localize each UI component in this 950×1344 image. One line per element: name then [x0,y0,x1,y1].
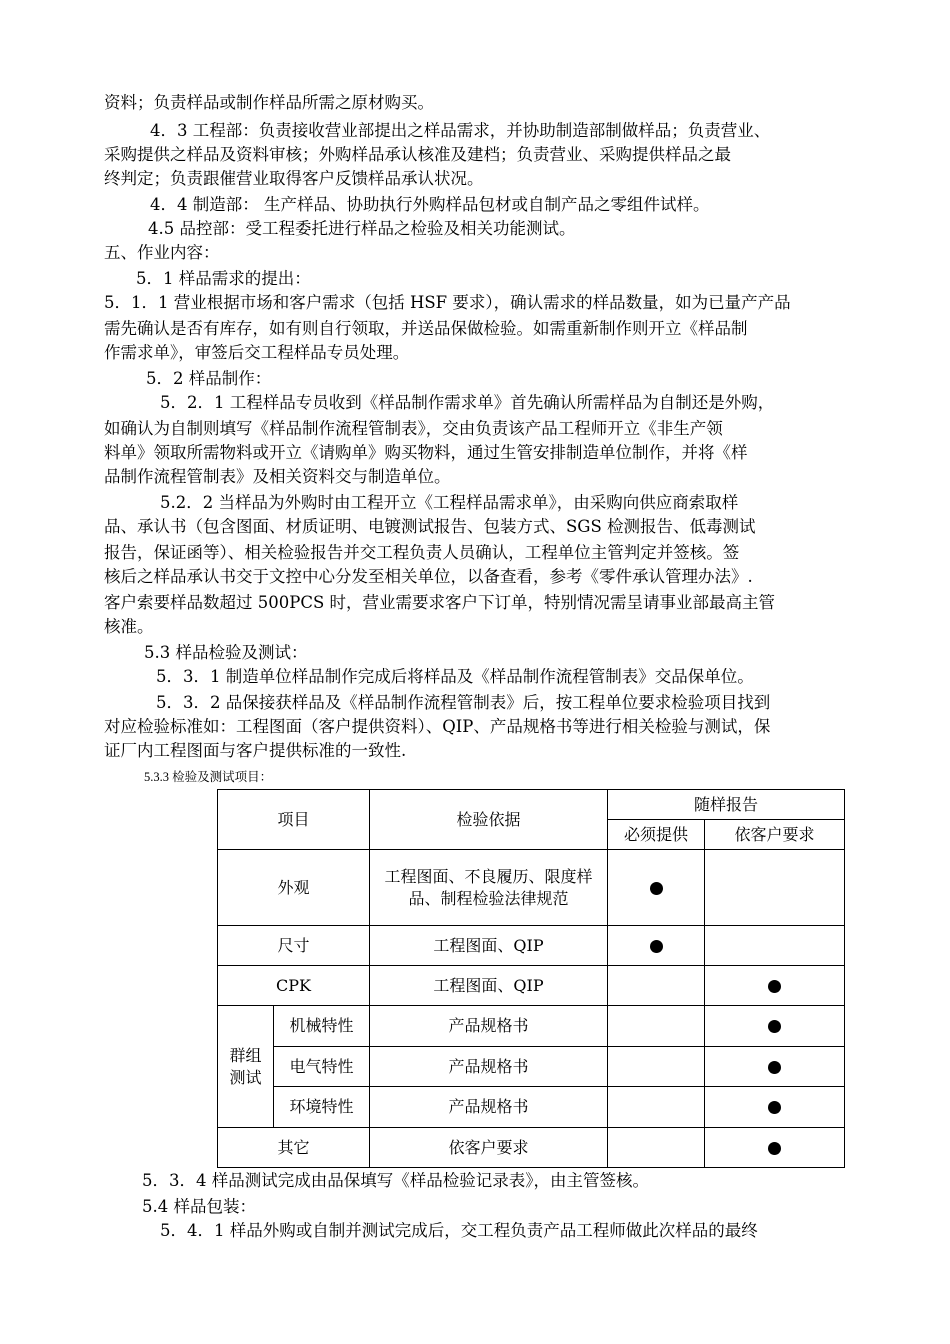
row-item: 外观 [218,850,370,926]
on-request-cell [705,966,845,1006]
row-item: 机械特性 [274,1006,370,1047]
inspection-items-table [217,789,845,1168]
header-on-request: 依客户要求 [705,820,845,850]
row-item: 其它 [218,1128,370,1168]
header-required: 必须提供 [608,820,705,850]
required-cell [608,1087,705,1128]
sub-heading: 5.4 样品包装： [142,1197,256,1216]
text-line: 如确认为自制则填写《样品制作流程管制表》，交由负责该产品工程师开立《非生产领 [104,419,723,438]
required-cell [608,1006,705,1047]
row-basis: 依客户要求 [370,1128,608,1168]
row-item: 尺寸 [218,926,370,966]
text-line: 终判定；负责跟催营业取得客户反馈样品承认状况。 [104,169,484,188]
header-item: 项目 [218,790,370,850]
text-line: 5．4．1 样品外购或自制并测试完成后，交工程负责产品工程师做此次样品的最终 [160,1221,758,1240]
text-line: 核准。 [104,617,154,636]
filled-dot-icon [768,980,781,993]
text-line: 品、承认书（包含图面、材质证明、电镀测试报告、包装方式、SGS 检测报告、低毒测试 [104,517,756,536]
required-cell [608,926,705,966]
on-request-cell [705,1087,845,1128]
sub-heading: 5．1 样品需求的提出： [136,269,311,288]
row-item: CPK [218,966,370,1006]
text-line: 5．1．1 营业根据市场和客户需求（包括 HSF 要求），确认需求的样品数量，如为已量产产品 [104,293,791,312]
filled-dot-icon [768,1142,781,1155]
text-line: 4．4 制造部： 生产样品、协助执行外购样品包材或自制产品之零组件试样。 [150,195,710,214]
filled-dot-icon [768,1020,781,1033]
table-row [218,966,845,1006]
table-row [218,926,845,966]
text-line: 品制作流程管制表》及相关资料交与制造单位。 [104,467,451,486]
filled-dot-icon [768,1101,781,1114]
table-header-row [218,790,845,820]
required-cell [608,1128,705,1168]
filled-dot-icon [768,1061,781,1074]
row-basis: 产品规格书 [370,1087,608,1128]
text-line: 需先确认是否有库存，如有则自行领取，并送品保做检验。如需重新制作则开立《样品制 [104,319,748,338]
text-line: 报告，保证函等）、相关检验报告并交工程负责人员确认，工程单位主管判定并签核。签 [104,543,740,562]
on-request-cell [705,1128,845,1168]
row-basis: 工程图面、不良履历、限度样品、制程检验法律规范 [370,850,608,926]
text-line: 5．3．4 样品测试完成由品保填写《样品检验记录表》，由主管签核。 [142,1171,649,1190]
header-basis: 检验依据 [370,790,608,850]
text-line: 料单》领取所需物料或开立《请购单》购买物料，通过生管安排制造单位制作，并将《样 [104,443,748,462]
on-request-cell [705,850,845,926]
text-line: 作需求单》，审签后交工程样品专员处理。 [104,343,410,362]
required-cell [608,966,705,1006]
row-basis: 工程图面、QIP [370,926,608,966]
table-row [218,1006,845,1047]
row-item: 环境特性 [274,1087,370,1128]
text-line: 核后之样品承认书交于文控中心分发至相关单位，以备查看，参考《零件承认管理办法》. [104,567,753,586]
table-row [218,1128,845,1168]
text-line: 客户索要样品数超过 500PCS 时，营业需要求客户下订单，特别情况需呈请事业部最高主管 [104,593,776,612]
filled-dot-icon [650,940,663,953]
header-report: 随样报告 [608,790,845,820]
text-line: 5．3．1 制造单位样品制作完成后将样品及《样品制作流程管制表》交品保单位。 [156,667,754,686]
row-basis: 产品规格书 [370,1047,608,1087]
table-caption: 5.3.3 检验及测试项目： [144,770,273,784]
text-line: 对应检验标准如：工程图面（客户提供资料）、QIP、产品规格书等进行相关检验与测试，保 [104,717,771,736]
row-basis: 产品规格书 [370,1006,608,1047]
section-heading: 五、作业内容： [104,243,220,262]
text-line: 证厂内工程图面与客户提供标准的一致性. [104,741,407,760]
text-line: 资料；负责样品或制作样品所需之原材购买。 [104,93,434,112]
text-line: 4．3 工程部：负责接收营业部提出之样品需求，并协助制造部制做样品；负责营业、 [150,121,771,140]
text-line: 5．3．2 品保接获样品及《样品制作流程管制表》后，按工程单位要求检验项目找到 [156,693,771,712]
required-cell [608,1047,705,1087]
sub-heading: 5．2 样品制作： [146,369,272,388]
group-label: 群组测试 [218,1006,274,1128]
table-row [218,1087,845,1128]
text-line: 采购提供之样品及资料审核；外购样品承认核准及建档；负责营业、采购提供样品之最 [104,145,731,164]
table-row [218,1047,845,1087]
text-line: 5．2．1 工程样品专员收到《样品制作需求单》首先确认所需样品为自制还是外购， [160,393,775,412]
on-request-cell [705,926,845,966]
on-request-cell [705,1006,845,1047]
filled-dot-icon [650,882,663,895]
table-row [218,850,845,926]
text-line: 4.5 品控部：受工程委托进行样品之检验及相关功能测试。 [148,219,576,238]
row-basis: 工程图面、QIP [370,966,608,1006]
text-line: 5.2．2 当样品为外购时由工程开立《工程样品需求单》，由采购向供应商索取样 [160,493,739,512]
on-request-cell [705,1047,845,1087]
required-cell [608,850,705,926]
sub-heading: 5.3 样品检验及测试： [144,643,308,662]
row-item: 电气特性 [274,1047,370,1087]
